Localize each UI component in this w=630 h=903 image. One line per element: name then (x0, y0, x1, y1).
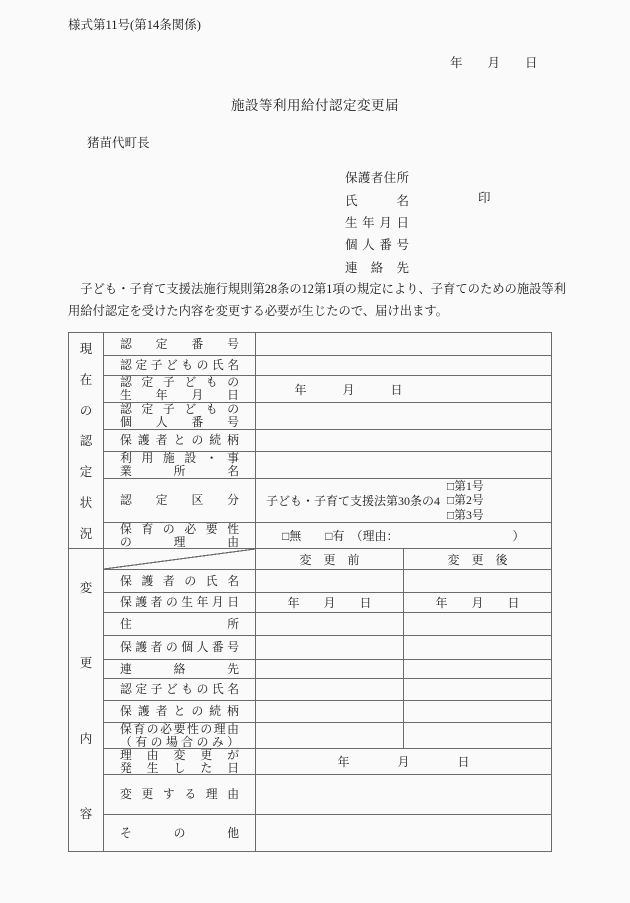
table-side-column (69, 333, 104, 851)
field-label: 個 人 番 号 (120, 415, 239, 429)
addressee: 猪苗代町長 (87, 136, 150, 150)
guardian-birthdate-before: 年 月 日 (256, 593, 404, 612)
facility-name-value (256, 452, 551, 478)
field-label: 認 定 子 ど も の 氏 名 (120, 358, 239, 372)
guardian-birthdate-after: 年 月 日 (435, 596, 520, 610)
field-label: 保 護 者 の 生 年 月 日 (120, 595, 239, 609)
applicant-block (345, 166, 409, 278)
row-certified-child-personal-number (104, 403, 551, 430)
field-label: 認 定 子 ど も の 氏 名 (120, 682, 239, 696)
row-change-child-name (104, 679, 551, 701)
row-change-necessity-reason (104, 723, 551, 749)
field-label: 住 所 (120, 616, 239, 631)
field-label: 保 護 者 と の 続 柄 (120, 704, 239, 718)
seal-mark: 印 (478, 191, 491, 205)
field-label: 利 用 施 設 ・ 事 (120, 451, 239, 465)
row-other (104, 815, 551, 851)
certification-number-value (256, 333, 551, 355)
other-value (256, 815, 551, 851)
guardian-personal-number-before (256, 636, 404, 659)
row-certification-category (104, 479, 551, 523)
field-label: 変 更 す る 理 由 (120, 787, 239, 801)
field-label: の 理 由 (120, 534, 239, 549)
row-certification-number (104, 333, 551, 356)
address-before (256, 613, 404, 635)
relationship-before (256, 701, 404, 722)
row-change-header (104, 549, 551, 570)
guardian-address-label: 保 護 者 住 所 (345, 171, 409, 186)
birthdate-label: 生 年 月 日 (345, 215, 409, 230)
row-address (104, 613, 551, 636)
child-name-before (256, 679, 404, 700)
checkbox-option-no2: □第2号 (447, 493, 484, 508)
guardian-personal-number-after (404, 636, 551, 659)
certified-child-name-value (256, 356, 551, 375)
field-label: 認 定 子 ど も の (120, 375, 239, 389)
field-label: 認 定 子 ど も の (120, 402, 239, 416)
field-label: 発 生 し た 日 (120, 760, 239, 775)
field-label: 保 護 者 の 氏 名 (120, 573, 239, 588)
contact-label: 連 絡 先 (345, 260, 409, 275)
body-text-line2: 用給付認定を受けた内容を変更する必要が生じたので、届け出ます。 (68, 303, 448, 318)
field-label: 保 育 の 必 要 性 の 理 由 (120, 721, 239, 736)
form-number: 様式第11号(第14条関係) (68, 18, 201, 32)
guardian-name-label: 氏 名 (345, 193, 409, 208)
field-label: 保 護 者 と の 続 柄 (120, 433, 239, 447)
field-label: 生 年 月 日 (120, 388, 239, 402)
form-table (68, 332, 552, 852)
field-label: 連 絡 先 (120, 661, 239, 676)
row-reason-change-date (104, 749, 551, 775)
relationship-value (256, 430, 551, 451)
necessity-reason-before (256, 723, 404, 748)
certified-child-birthdate-value: 年 月 日 (294, 382, 403, 397)
checkbox-option-no3: □第3号 (447, 507, 484, 522)
category-options (447, 479, 484, 523)
field-label: 保 育 の 必 要 性 (120, 521, 239, 536)
row-facility-name (104, 452, 551, 479)
address-after (404, 613, 551, 635)
row-guardian-personal-number (104, 636, 551, 660)
checkbox-option-no1: □第1号 (447, 478, 484, 493)
relationship-after (404, 701, 551, 722)
row-guardian-name (104, 570, 551, 593)
field-label: 認 定 区 分 (120, 493, 239, 507)
body-text-line1: 子ども・子育て支援法施行規則第28条の12第1項の規定により、子育てのための施設等利 (68, 282, 567, 296)
reason-change-date-value: 年 月 日 (337, 755, 470, 769)
certification-category-value (256, 479, 551, 522)
body-text (68, 279, 567, 322)
contact-before (256, 660, 404, 678)
diagonal-cell (104, 549, 256, 569)
column-header-before: 変 更 前 (256, 549, 404, 569)
field-label: 業 所 名 (120, 464, 239, 478)
certified-child-personal-number-value (256, 403, 551, 429)
contact-after (404, 660, 551, 678)
field-label: 保 護 者 の 個 人 番 号 (120, 640, 239, 654)
table-rows (104, 333, 551, 851)
section-label-changes: 変 更 内 容 (79, 580, 93, 822)
child-name-after (404, 679, 551, 700)
row-reason-for-change (104, 775, 551, 815)
row-change-relationship (104, 701, 551, 723)
section-label-current-status: 現 在 の 認 定 状 況 (69, 333, 103, 549)
necessity-reason-value: □無 □有 （理由： ） (282, 529, 525, 543)
column-header-after: 変 更 後 (447, 552, 508, 567)
reason-for-change-value (256, 775, 551, 814)
row-contact (104, 660, 551, 679)
form-title: 施設等利用給付認定変更届 (231, 98, 399, 113)
row-certified-child-name (104, 356, 551, 376)
field-label: （ 有 の 場 合 の み ） (120, 734, 239, 749)
row-relationship-to-guardian (104, 430, 551, 452)
guardian-name-before (256, 570, 404, 592)
field-label: そ の 他 (120, 825, 239, 840)
guardian-name-after (404, 570, 551, 592)
personal-number-label: 個 人 番 号 (345, 238, 409, 253)
row-childcare-necessity-reason (104, 523, 551, 549)
field-label: 理 由 変 更 が (120, 747, 239, 762)
row-guardian-birthdate (104, 593, 551, 613)
row-certified-child-birthdate (104, 376, 551, 403)
category-law-text: 子ども・子育て支援法第30条の4 (266, 494, 441, 508)
date-field: 年 月 日 (450, 56, 538, 70)
field-label: 認 定 番 号 (120, 336, 239, 351)
necessity-reason-after (404, 723, 551, 748)
